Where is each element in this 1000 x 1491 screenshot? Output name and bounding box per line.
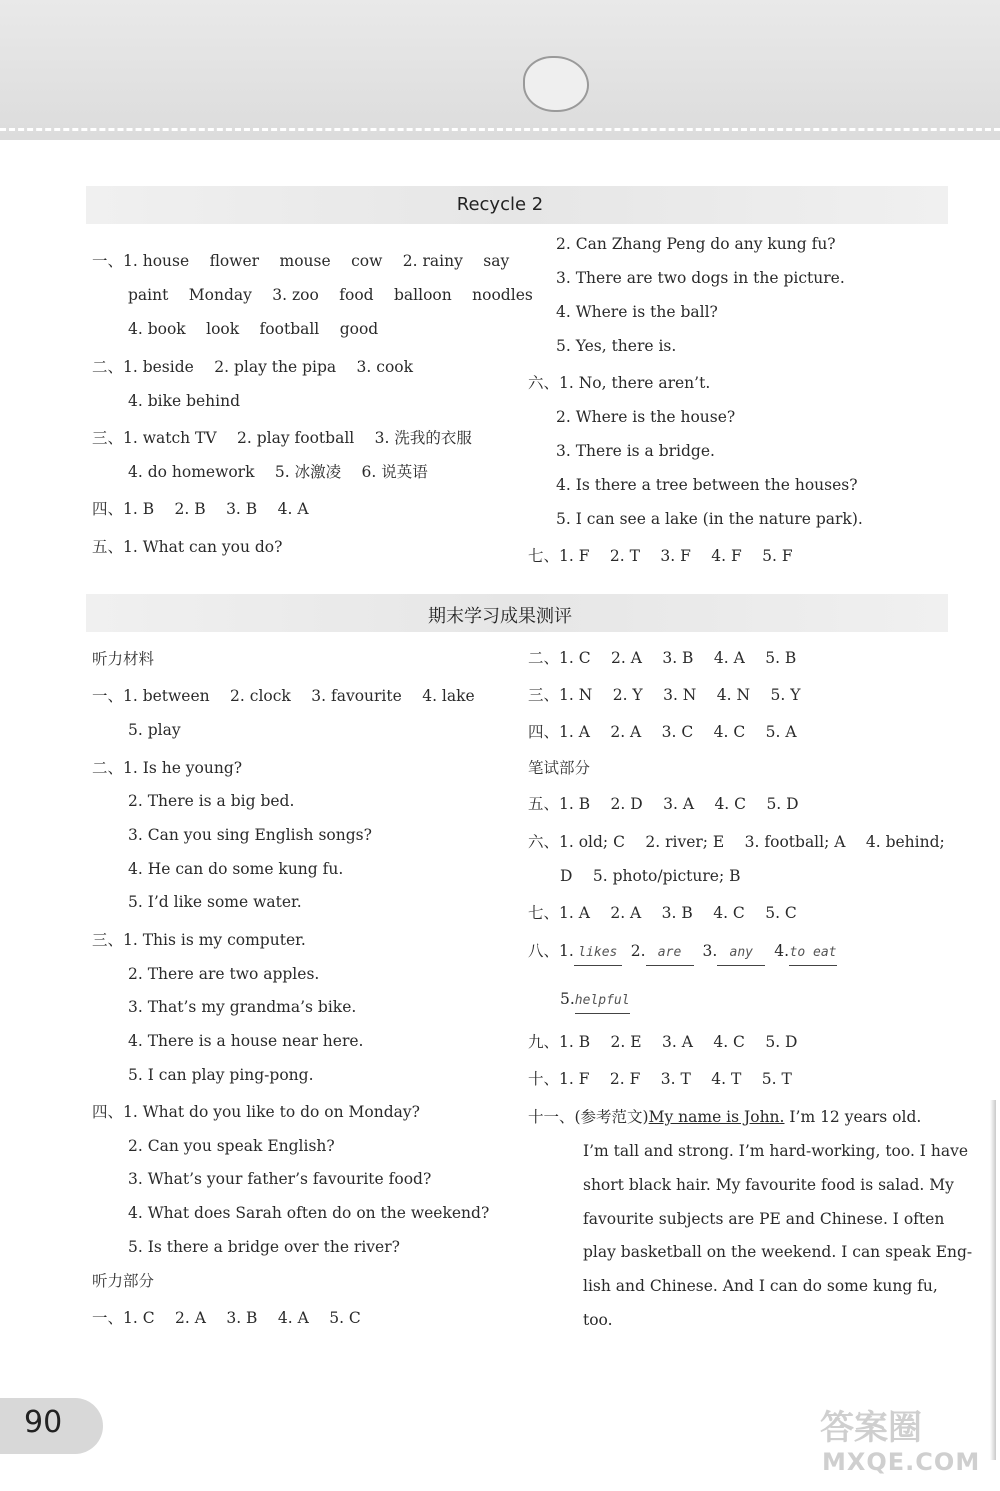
answer-line: 2. Can Zhang Peng do any kung fu?	[556, 235, 836, 253]
essay-line: short black hair. My favourite food is salad. My	[583, 1176, 954, 1194]
handwritten-answers-row	[528, 939, 841, 963]
answer-line: 4. bike behind	[128, 392, 241, 410]
subsection-label: 听力材料	[92, 650, 155, 668]
answer-line: 五、1. What can you do?	[92, 538, 283, 556]
answer-line: 4. What does Sarah often do on the weekend?	[128, 1204, 490, 1222]
page-edge-shadow	[990, 1100, 996, 1460]
answer-line: 3. There is a bridge.	[556, 442, 715, 460]
answer-line: 4. There is a house near here.	[128, 1032, 364, 1050]
header-band	[0, 0, 1000, 140]
item-number: 4.	[774, 942, 790, 960]
answer-line: 5. I can see a lake (in the nature park).	[556, 510, 863, 528]
section-title-recycle: Recycle 2	[456, 194, 544, 215]
answer-line: 3. Can you sing English songs?	[128, 826, 372, 844]
header-dashed-line	[0, 128, 1000, 131]
answer-line: 二、1. C 2. A 3. B 4. A 5. B	[528, 649, 797, 667]
answer-line: 2. Can you speak English?	[128, 1137, 335, 1155]
answer-line: 4. book look football good	[128, 320, 379, 338]
answer-line: 一、1. C 2. A 3. B 4. A 5. C	[92, 1309, 361, 1327]
essay-line: too.	[583, 1311, 613, 1329]
page-number: 90	[24, 1405, 63, 1440]
answer-line: 十、1. F 2. F 3. T 4. T 5. T	[528, 1070, 792, 1088]
answer-line: 三、1. N 2. Y 3. N 4. N 5. Y	[528, 686, 801, 704]
answer-line: 六、1. old; C 2. river; E 3. football; A 4. behind;	[528, 833, 945, 851]
item-number: 5.	[560, 990, 575, 1008]
publisher-logo-icon	[523, 56, 589, 112]
subsection-label: 笔试部分	[528, 759, 591, 777]
answer-line: 3. That’s my grandma’s bike.	[128, 998, 357, 1016]
answer-line: 七、1. F 2. T 3. F 4. F 5. F	[528, 547, 793, 565]
answer-line: 5. I can play ping-pong.	[128, 1066, 314, 1084]
essay-line: lish and Chinese. And I can do some kung fu,	[583, 1277, 938, 1295]
essay-line: favourite subjects are PE and Chinese. I often	[583, 1210, 945, 1228]
handwritten-answer: likes	[574, 941, 622, 966]
subsection-label: 听力部分	[92, 1272, 155, 1290]
essay-line: play basketball on the weekend. I can speak Eng-	[583, 1243, 973, 1261]
handwritten-answer: to eat	[789, 941, 837, 966]
answer-line: 七、1. A 2. A 3. B 4. C 5. C	[528, 904, 797, 922]
handwritten-answer: any	[717, 941, 765, 966]
handwritten-answer: are	[646, 941, 694, 966]
answer-line: 4. Where is the ball?	[556, 303, 718, 321]
answer-line: 三、1. watch TV 2. play football 3. 洗我的衣服	[92, 429, 472, 447]
answer-line: 四、1. What do you like to do on Monday?	[92, 1103, 420, 1121]
handwritten-answer: helpful	[575, 989, 630, 1014]
answer-line: 3. There are two dogs in the picture.	[556, 269, 845, 287]
answer-line: 2. There are two apples.	[128, 965, 320, 983]
answer-line: 四、1. A 2. A 3. C 4. C 5. A	[528, 723, 797, 741]
answer-line: 5. Yes, there is.	[556, 337, 677, 355]
section-title-final: 期末学习成果测评	[428, 606, 572, 627]
answer-line: 5. I’d like some water.	[128, 893, 302, 911]
answer-line: 4. Is there a tree between the houses?	[556, 476, 858, 494]
essay-text: I’m 12 years old.	[784, 1108, 922, 1126]
answer-line: 一、1. house flower mouse cow 2. rainy say	[92, 252, 510, 270]
answer-line: 五、1. B 2. D 3. A 4. C 5. D	[528, 795, 799, 813]
item-number: 1.	[559, 942, 574, 960]
essay-first-line	[528, 1105, 921, 1129]
answer-line: 三、1. This is my computer.	[92, 931, 306, 949]
answer-line: 5. play	[128, 721, 181, 739]
watermark-logo: 答案圈	[820, 1408, 922, 1448]
answer-line: paint Monday 3. zoo food balloon noodles	[128, 286, 533, 304]
answer-line: D 5. photo/picture; B	[560, 867, 741, 885]
answer-line: 4. do homework 5. 冰激凌 6. 说英语	[128, 463, 428, 481]
answer-line: 一、1. between 2. clock 3. favourite 4. lake	[92, 687, 475, 705]
answer-line: 2. There is a big bed.	[128, 792, 295, 810]
essay-underlined-text: My name is John.	[648, 1108, 785, 1126]
answer-line: 4. He can do some kung fu.	[128, 860, 344, 878]
watermark-url: MXQE.COM	[822, 1448, 981, 1476]
item-number: 2.	[630, 942, 646, 960]
answer-line: 5. Is there a bridge over the river?	[128, 1238, 400, 1256]
question-label: 八、	[528, 942, 560, 960]
essay-line: I’m tall and strong. I’m hard-working, too. I have	[583, 1142, 969, 1160]
handwritten-answers-row	[560, 987, 634, 1011]
answer-line: 四、1. B 2. B 3. B 4. A	[92, 500, 309, 518]
answer-line: 六、1. No, there aren’t.	[528, 374, 711, 392]
answer-line: 3. What’s your father’s favourite food?	[128, 1170, 432, 1188]
answer-line: 二、1. beside 2. play the pipa 3. cook	[92, 358, 413, 376]
answer-line: 二、1. Is he young?	[92, 759, 243, 777]
item-number: 3.	[702, 942, 718, 960]
answer-line: 2. Where is the house?	[556, 408, 736, 426]
question-label: 十一、(参考范文)	[528, 1108, 649, 1126]
answer-line: 九、1. B 2. E 3. A 4. C 5. D	[528, 1033, 798, 1051]
